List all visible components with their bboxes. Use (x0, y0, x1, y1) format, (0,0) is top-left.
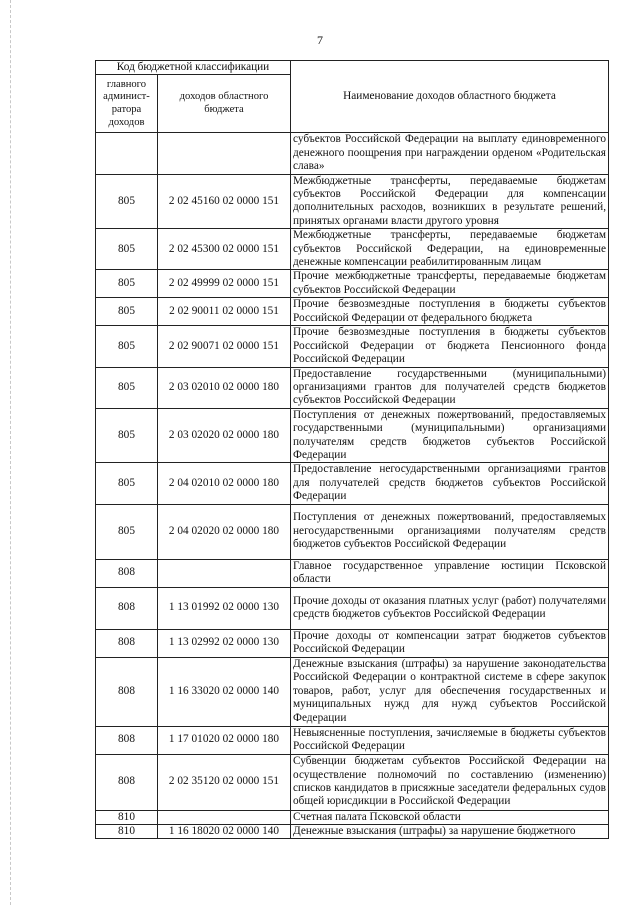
revenue-code-cell (158, 810, 291, 824)
revenue-name-cell (291, 174, 609, 229)
admin-code-cell: 808 (96, 754, 158, 810)
revenue-name-cell (291, 629, 609, 657)
table-row (96, 587, 609, 629)
admin-code-cell: 805 (96, 326, 158, 367)
revenue-name-text: Предоставление государственными (муниципальными) организациями грантов для получателей средств бюджетов субъектов Российской Федерации (293, 367, 607, 407)
header-code-group: Код бюджетной классификации (96, 61, 291, 75)
revenue-code-cell: 2 02 90071 02 0000 151 (158, 326, 291, 367)
table-row (96, 229, 609, 270)
page-edge-rule (10, 0, 11, 905)
revenue-name-text: Прочие доходы от оказания платных услуг (работ) получателями средств бюджетов субъектов Российской Федерации (293, 594, 607, 621)
admin-code-cell: 805 (96, 408, 158, 463)
revenue-name-text: Главное государственное управление юстиции Псковской области (293, 559, 607, 586)
admin-code-cell: 805 (96, 174, 158, 229)
admin-code-cell: 805 (96, 229, 158, 270)
revenue-name-cell (291, 463, 609, 504)
table-row (96, 463, 609, 504)
revenue-name-cell (291, 504, 609, 559)
revenue-code-cell: 1 17 01020 02 0000 180 (158, 726, 291, 754)
revenue-code-cell: 2 02 49999 02 0000 151 (158, 270, 291, 298)
admin-code-cell: 808 (96, 587, 158, 629)
table-row (96, 326, 609, 367)
revenue-code-cell: 2 02 35120 02 0000 151 (158, 754, 291, 810)
revenue-name-cell (291, 229, 609, 270)
admin-code-cell: 805 (96, 298, 158, 326)
revenue-name-text: Поступления от денежных пожертвований, предоставляемых государственными (муниципальными) организациями получателям средств бюджетов субъектов Российской Федерации (293, 408, 607, 461)
table-row (96, 270, 609, 298)
header-admin-column: главного админист-ратора доходов (96, 75, 158, 133)
revenue-name-text: Прочие межбюджетные трансферты, передаваемые бюджетам субъектов Российской Федерации (293, 270, 607, 296)
table-section-row (96, 559, 609, 587)
revenue-code-cell: 2 02 90011 02 0000 151 (158, 298, 291, 326)
admin-code-cell: 810 (96, 810, 158, 824)
revenue-name-cell (291, 326, 609, 367)
revenue-code-table (95, 60, 609, 839)
revenue-code-cell: 2 03 02020 02 0000 180 (158, 408, 291, 463)
table-row (96, 174, 609, 229)
table-row (96, 726, 609, 754)
revenue-name-cell (291, 367, 609, 408)
revenue-name-text: субъектов Российской Федерации на выплату единовременного денежного поощрения при награждении орденом «Родительская слава» (293, 133, 607, 173)
revenue-name-text: Прочие доходы от компенсации затрат бюджетов субъектов Российской Федерации (293, 629, 607, 656)
admin-code-cell (96, 133, 158, 174)
revenue-name-text: Денежные взыскания (штрафы) за нарушение законодательства Российской Федерации о контрактной системе в сфере закупок товаров, работ, услуг для обеспечения государственных и муниципальных нужд для нужд субъектов Российской Федерации (293, 658, 607, 724)
revenue-name-text: Прочие безвозмездные поступления в бюджеты субъектов Российской Федерации от бюджета Пенсионного фонда Российской Федерации (293, 326, 607, 366)
revenue-code-cell: 1 13 01992 02 0000 130 (158, 587, 291, 629)
table-section-row (96, 810, 609, 824)
revenue-name-cell (291, 408, 609, 463)
admin-code-cell: 805 (96, 504, 158, 559)
revenue-name-cell (291, 133, 609, 174)
admin-code-cell: 810 (96, 824, 158, 838)
revenue-code-cell: 1 16 18020 02 0000 140 (158, 824, 291, 838)
revenue-name-text: Невыясненные поступления, зачисляемые в бюджеты субъектов Российской Федерации (293, 726, 607, 753)
revenue-name-cell (291, 810, 609, 824)
revenue-code-cell: 2 02 45160 02 0000 151 (158, 174, 291, 229)
revenue-name-cell (291, 298, 609, 326)
revenue-name-text: Субвенции бюджетам субъектов Российской Федерации на осуществление полномочий по составлению (изменению) списков кандидатов в присяжные заседатели федеральных судов общей юрисдикции в Российской Федерации (293, 755, 607, 808)
revenue-code-cell: 2 03 02010 02 0000 180 (158, 367, 291, 408)
table-row (96, 133, 609, 174)
revenue-code-cell: 2 04 02020 02 0000 180 (158, 504, 291, 559)
revenue-code-cell (158, 559, 291, 587)
admin-code-cell: 805 (96, 463, 158, 504)
revenue-name-cell (291, 754, 609, 810)
revenue-name-cell (291, 270, 609, 298)
revenue-name-cell (291, 726, 609, 754)
table-row (96, 657, 609, 726)
revenue-name-text: Межбюджетные трансферты, передаваемые бюджетам субъектов Российской Федерации, на единовременные денежные компенсации реабилитированным лицам (293, 229, 607, 269)
admin-code-cell: 808 (96, 726, 158, 754)
revenue-name-cell (291, 559, 609, 587)
revenue-code-cell: 1 13 02992 02 0000 130 (158, 629, 291, 657)
revenue-name-text: Денежные взыскания (штрафы) за нарушение бюджетного (293, 824, 576, 837)
revenue-name-cell (291, 824, 609, 838)
revenue-code-cell (158, 133, 291, 174)
revenue-name-text: Счетная палата Псковской области (293, 810, 461, 823)
admin-code-cell: 805 (96, 367, 158, 408)
revenue-code-cell: 2 04 02010 02 0000 180 (158, 463, 291, 504)
revenue-name-cell (291, 657, 609, 726)
revenue-name-text: Межбюджетные трансферты, передаваемые бюджетам субъектов Российской Федерации для компенсации дополнительных расходов, возникших в результате решений, принятых органами власти другого уровня (293, 174, 607, 227)
revenue-name-text: Предоставление негосударственными организациями грантов для получателей средств бюджетов субъектов Российской Федерации (293, 463, 607, 503)
table-row (96, 408, 609, 463)
admin-code-cell: 808 (96, 559, 158, 587)
revenue-code-cell: 2 02 45300 02 0000 151 (158, 229, 291, 270)
admin-code-cell: 805 (96, 270, 158, 298)
table-row (96, 754, 609, 810)
admin-code-cell: 808 (96, 657, 158, 726)
revenue-code-cell: 1 16 33020 02 0000 140 (158, 657, 291, 726)
table-row (96, 824, 609, 838)
revenue-name-text: Прочие безвозмездные поступления в бюджеты субъектов Российской Федерации от федерального бюджета (293, 298, 607, 324)
table-row (96, 298, 609, 326)
header-code-column: доходов областного бюджета (158, 75, 291, 133)
revenue-name-text: Поступления от денежных пожертвований, предоставляемых негосударственными организациями получателям средств бюджетов субъектов Российской Федерации (293, 511, 607, 551)
admin-code-cell: 808 (96, 629, 158, 657)
revenue-name-cell (291, 587, 609, 629)
page-number: 7 (317, 33, 323, 47)
table-row (96, 367, 609, 408)
table-row (96, 629, 609, 657)
table-row (96, 504, 609, 559)
header-name-column: Наименование доходов областного бюджета (291, 61, 609, 133)
